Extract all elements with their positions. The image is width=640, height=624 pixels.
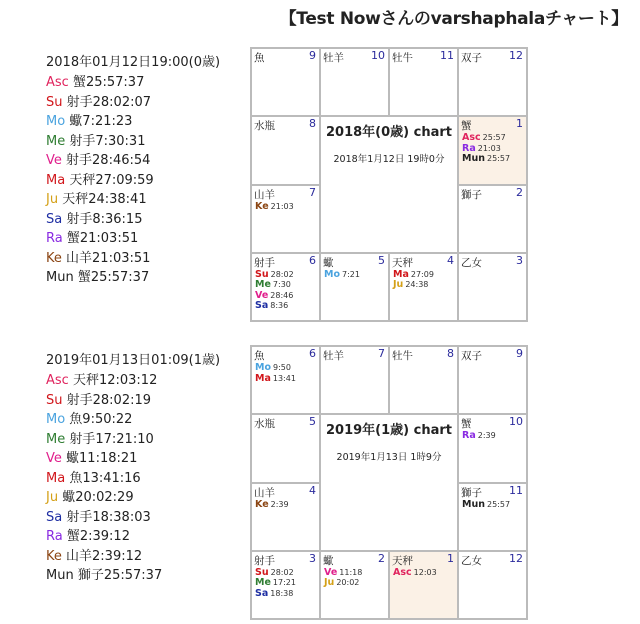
- cell-planet-abbr: Ra: [462, 142, 476, 154]
- sign-name: 牡牛: [392, 350, 413, 362]
- planet-position: 天秤27:09:59: [65, 172, 154, 188]
- planet-position: 魚9:50:22: [65, 412, 133, 427]
- cell-planet-degree: 21:03: [270, 201, 294, 211]
- cell-planet-degree: 20:02: [336, 578, 360, 588]
- house-number: 2: [378, 551, 385, 565]
- sign-cell: [458, 551, 527, 619]
- planet-position: 魚13:41:16: [65, 470, 141, 486]
- sign-cell: [251, 346, 320, 414]
- cell-planet: [324, 578, 362, 589]
- cell-planets: [462, 500, 510, 511]
- sign-name: 水瓶: [254, 418, 275, 431]
- sign-cell: [458, 346, 527, 414]
- house-number: 5: [309, 415, 316, 429]
- planet-position: 山羊21:03:51: [61, 250, 151, 266]
- sign-cell: [251, 48, 320, 116]
- cell-planets: [255, 568, 296, 600]
- house-number: 6: [309, 253, 316, 267]
- sign-cell: [458, 483, 527, 551]
- cell-planet-abbr: Ma: [393, 268, 409, 280]
- planet-line: [46, 449, 246, 469]
- sign-cell: [458, 116, 527, 184]
- planet-position: 射手28:02:07: [62, 94, 152, 110]
- house-number: 10: [371, 49, 385, 62]
- cell-planets: [255, 500, 289, 511]
- planet-abbr: Mo: [46, 114, 66, 129]
- house-number: 4: [309, 483, 316, 497]
- cell-planet-abbr: Sa: [255, 300, 269, 312]
- planet-line: [46, 249, 246, 269]
- sign-name: 牡羊: [323, 350, 344, 362]
- chart-center: [320, 116, 458, 253]
- planet-line: [46, 430, 246, 450]
- planet-abbr: Asc: [46, 75, 69, 90]
- planet-abbr: Ra: [46, 231, 63, 246]
- cell-planet-degree: 8:36: [270, 301, 289, 311]
- planet-list: [46, 53, 246, 288]
- planet-abbr: Ma: [46, 172, 66, 188]
- planet-abbr: Ke: [46, 250, 62, 266]
- sign-name: 天秤: [392, 256, 413, 269]
- house-number: 1: [516, 117, 523, 131]
- cell-planet-abbr: Ju: [324, 577, 335, 589]
- planet-abbr: Su: [46, 94, 63, 110]
- planet-abbr: Ju: [46, 192, 59, 207]
- planet-abbr: Ma: [46, 470, 66, 486]
- planet-line: [46, 268, 246, 288]
- sign-cell: [389, 551, 458, 619]
- house-number: 12: [509, 49, 523, 62]
- cell-planets: [393, 270, 434, 291]
- cell-planet-degree: 28:02: [270, 567, 294, 577]
- sign-name: 射手: [254, 256, 275, 269]
- sign-name: 蟹: [461, 120, 472, 133]
- sign-cell: [389, 253, 458, 321]
- cell-planets: [393, 568, 437, 579]
- sign-name: 蠍: [323, 256, 334, 269]
- cell-planet-degree: 9:50: [272, 363, 291, 372]
- planet-line: [46, 371, 246, 391]
- cell-planets: [255, 202, 294, 213]
- house-number: 7: [309, 185, 316, 199]
- house-number: 4: [447, 253, 454, 267]
- chart-center-date: 2018年1月12日 19時0分: [333, 154, 445, 166]
- planet-position: 蠍11:18:21: [61, 451, 138, 466]
- sign-cell: [320, 253, 389, 321]
- chart-grid: [250, 345, 528, 620]
- chart-center-title: 2019年(1歳) chart: [326, 423, 452, 439]
- cell-planets: [324, 568, 362, 589]
- cell-planet: [462, 154, 510, 165]
- planet-line: [46, 410, 246, 430]
- planet-line: [46, 151, 246, 171]
- sign-cell: [458, 414, 527, 482]
- sign-name: 射手: [254, 554, 275, 567]
- planet-abbr: Mun: [46, 270, 74, 285]
- house-number: 11: [509, 483, 523, 497]
- house-number: 6: [309, 347, 316, 360]
- house-number: 5: [378, 253, 385, 267]
- planet-line: [46, 210, 246, 230]
- sign-name: 双子: [461, 52, 482, 64]
- planet-position: 蠍7:21:23: [65, 114, 133, 129]
- cell-planet-degree: 18:38: [270, 588, 294, 598]
- cell-planets: [462, 133, 510, 165]
- planet-position: 射手28:02:19: [62, 392, 152, 408]
- cell-planet-abbr: Ra: [462, 430, 476, 442]
- house-number: 7: [378, 347, 385, 360]
- planet-line: [46, 391, 246, 411]
- sign-name: 山羊: [254, 188, 275, 201]
- sign-cell: [389, 48, 458, 116]
- planet-line: [46, 93, 246, 113]
- sign-name: 牡牛: [392, 52, 413, 64]
- cell-planet-degree: 28:02: [270, 269, 294, 279]
- planet-line: [46, 488, 246, 508]
- planet-position: 蟹21:03:51: [62, 231, 139, 246]
- planet-position: 蠍20:02:29: [58, 490, 134, 505]
- planet-position: 射手17:21:10: [65, 431, 154, 447]
- cell-planet-degree: 2:39: [270, 499, 289, 509]
- cell-planet-degree: 7:30: [272, 280, 291, 290]
- planet-abbr: Ra: [46, 529, 63, 544]
- planet-abbr: Ve: [46, 153, 62, 168]
- planet-position: 射手18:38:03: [62, 509, 151, 525]
- planet-line: [46, 132, 246, 152]
- cell-planet-degree: 11:18: [339, 567, 363, 577]
- cell-planets: [255, 363, 296, 384]
- chart-center-date: 2019年1月13日 1時9分: [336, 452, 442, 464]
- cell-planet-degree: 13:41: [272, 373, 296, 383]
- chart-date: 2018年01月12日19:00(0歳): [46, 55, 221, 70]
- planet-position: 獅子25:57:37: [73, 568, 163, 583]
- planet-abbr: Sa: [46, 509, 63, 525]
- planet-position: 山羊2:39:12: [61, 548, 143, 564]
- cell-planet-abbr: Su: [255, 268, 269, 280]
- planet-line: [46, 171, 246, 191]
- planet-abbr: Ve: [46, 451, 62, 466]
- sign-cell: [251, 253, 320, 321]
- chart-center-title: 2018年(0歳) chart: [326, 125, 452, 141]
- planet-abbr: Mun: [46, 568, 74, 583]
- cell-planet-abbr: Ju: [393, 279, 404, 291]
- cell-planet-degree: 27:09: [410, 269, 434, 279]
- planet-position: 蟹2:39:12: [62, 529, 130, 544]
- planet-abbr: Ju: [46, 490, 59, 505]
- sign-name: 獅子: [461, 188, 482, 201]
- cell-planet: [462, 431, 496, 442]
- planet-abbr: Asc: [46, 373, 69, 388]
- cell-planet: [393, 568, 437, 579]
- sign-name: 乙女: [461, 554, 482, 567]
- chart-grid: [250, 47, 528, 322]
- cell-planet: [393, 280, 434, 291]
- cell-planets: [324, 270, 360, 281]
- sign-cell: [251, 116, 320, 184]
- sign-cell: [389, 346, 458, 414]
- planet-list: [46, 351, 246, 586]
- planet-position: 射手28:46:54: [61, 153, 151, 168]
- cell-planet-abbr: Ke: [255, 200, 269, 212]
- planet-line: [46, 229, 246, 249]
- house-number: 9: [516, 347, 523, 360]
- house-number: 2: [516, 185, 523, 199]
- cell-planet-degree: 17:21: [272, 578, 296, 588]
- house-number: 11: [440, 49, 454, 62]
- house-number: 12: [509, 551, 523, 565]
- planet-line: [46, 508, 246, 528]
- sign-name: 水瓶: [254, 120, 275, 133]
- cell-planet-abbr: Ma: [255, 372, 271, 384]
- cell-planet-degree: 25:57: [486, 499, 511, 509]
- cell-planet: [255, 202, 294, 213]
- cell-planet-degree: 24:38: [405, 280, 429, 290]
- sign-cell: [251, 483, 320, 551]
- cell-planet-degree: 28:46: [270, 290, 294, 300]
- sign-name: 山羊: [254, 486, 275, 499]
- sign-name: 天秤: [392, 554, 413, 567]
- cell-planet-abbr: Me: [255, 577, 271, 589]
- planet-position: 天秤24:38:41: [58, 192, 147, 207]
- cell-planet-abbr: Ve: [255, 289, 269, 301]
- cell-planet-abbr: Mun: [462, 153, 485, 165]
- cell-planet: [255, 374, 296, 385]
- cell-planet: [255, 589, 296, 600]
- cell-planet-abbr: Asc: [462, 132, 481, 144]
- cell-planet-degree: 25:57: [482, 133, 506, 143]
- sign-name: 双子: [461, 350, 482, 362]
- planet-line: [46, 469, 246, 489]
- sign-name: 魚: [254, 52, 265, 64]
- sign-cell: [458, 48, 527, 116]
- chart-center: [320, 414, 458, 551]
- planet-line: [46, 73, 246, 93]
- cell-planet-abbr: Mo: [255, 362, 271, 373]
- chart-block: [0, 345, 640, 620]
- planet-line: [46, 190, 246, 210]
- planet-abbr: Sa: [46, 211, 63, 227]
- planet-position: 射手7:30:31: [65, 133, 146, 149]
- cell-planet-degree: 25:57: [486, 154, 511, 164]
- sign-cell: [251, 185, 320, 253]
- house-number: 3: [516, 253, 523, 267]
- house-number: 8: [447, 347, 454, 360]
- chart-date: 2019年01月13日01:09(1歳): [46, 353, 221, 368]
- sign-cell: [458, 185, 527, 253]
- page-title: 【Test Nowさんのvarshaphalaチャート】: [279, 9, 628, 29]
- cell-planet: [255, 500, 289, 511]
- cell-planet-abbr: Me: [255, 279, 271, 291]
- sign-name: 魚: [254, 350, 265, 362]
- cell-planet-degree: 2:39: [477, 431, 496, 441]
- cell-planet-abbr: Mo: [324, 268, 340, 280]
- sign-cell: [458, 253, 527, 321]
- cell-planet-abbr: Ve: [324, 566, 338, 578]
- cell-planet-degree: 12:03: [413, 567, 437, 577]
- cell-planet-abbr: Sa: [255, 587, 269, 599]
- planet-line: [46, 566, 246, 586]
- house-number: 3: [309, 551, 316, 565]
- cell-planet: [255, 301, 294, 312]
- sign-cell: [320, 48, 389, 116]
- chart-block: [0, 47, 640, 322]
- planet-abbr: Ke: [46, 548, 62, 564]
- house-number: 1: [447, 551, 454, 565]
- sign-name: 蟹: [461, 418, 472, 431]
- cell-planet-abbr: Asc: [393, 566, 412, 578]
- house-number: 10: [509, 415, 523, 429]
- cell-planet-degree: 21:03: [477, 143, 501, 153]
- planet-line: [46, 112, 246, 132]
- house-number: 8: [309, 117, 316, 131]
- cell-planet-degree: 7:21: [341, 269, 360, 279]
- cell-planet-abbr: Ke: [255, 498, 269, 510]
- planet-abbr: Me: [46, 431, 66, 447]
- planet-position: 天秤12:03:12: [68, 373, 158, 388]
- house-number: 9: [309, 49, 316, 62]
- sign-name: 獅子: [461, 486, 482, 499]
- sign-cell: [251, 551, 320, 619]
- planet-line: [46, 527, 246, 547]
- sign-cell: [251, 414, 320, 482]
- sign-name: 乙女: [461, 256, 482, 269]
- planet-abbr: Me: [46, 133, 66, 149]
- planet-position: 蟹25:57:37: [73, 270, 150, 285]
- cell-planet: [324, 270, 360, 281]
- cell-planets: [462, 431, 496, 442]
- sign-cell: [320, 346, 389, 414]
- cell-planet: [462, 500, 510, 511]
- planet-abbr: Su: [46, 392, 63, 408]
- cell-planet-abbr: Su: [255, 566, 269, 578]
- planet-position: 射手8:36:15: [62, 211, 143, 227]
- planet-position: 蟹25:57:37: [68, 75, 145, 90]
- sign-name: 蠍: [323, 554, 334, 567]
- planet-abbr: Mo: [46, 412, 66, 427]
- cell-planets: [255, 270, 294, 312]
- sign-name: 牡羊: [323, 52, 344, 64]
- planet-line: [46, 547, 246, 567]
- cell-planet-abbr: Mun: [462, 498, 485, 510]
- sign-cell: [320, 551, 389, 619]
